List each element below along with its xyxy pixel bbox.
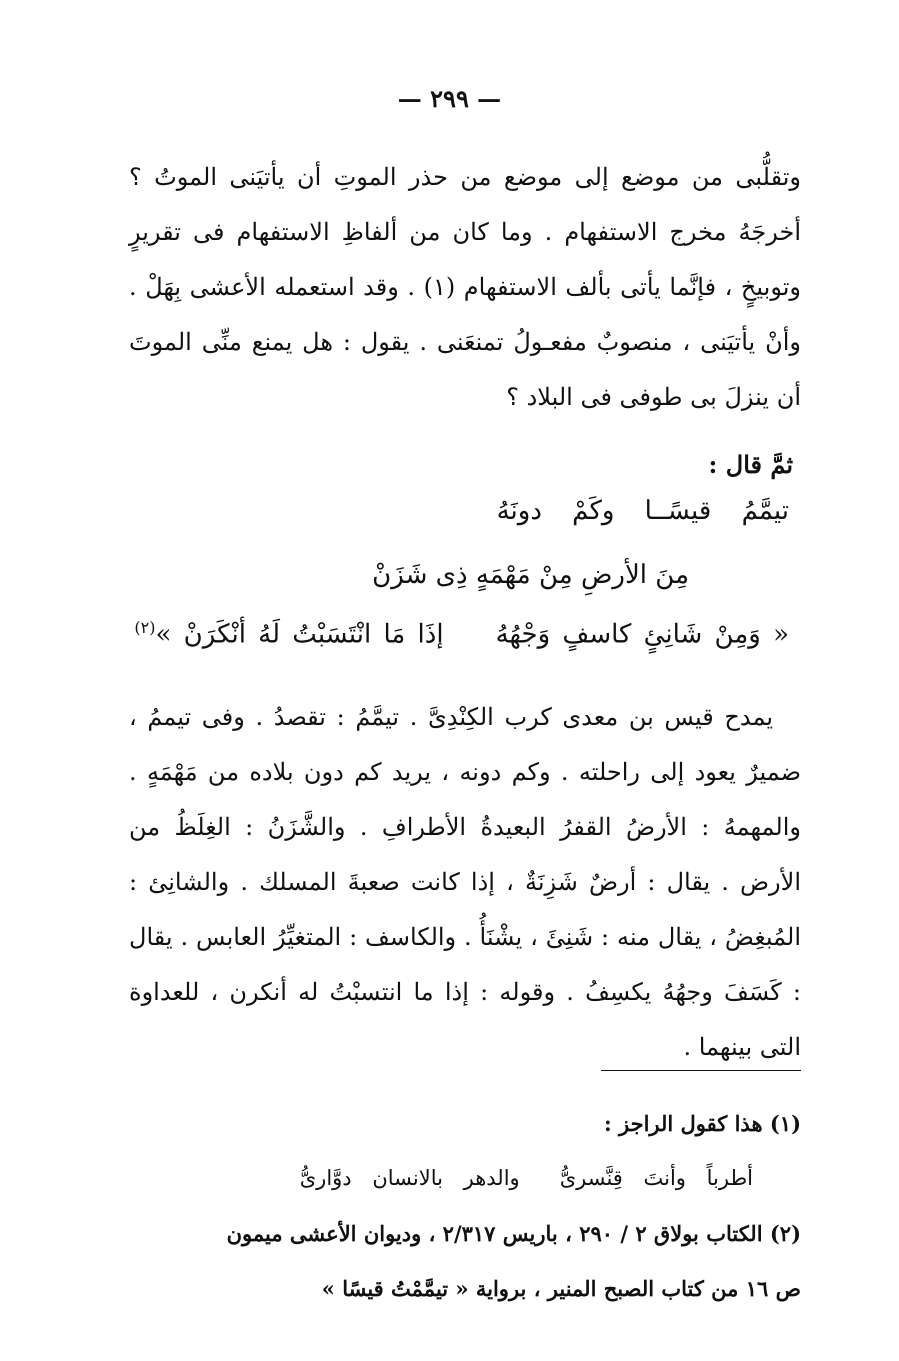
verse-line-2: مِنَ الأرضِ مِنْ مَهْمَهٍ ذِى شَزَنْ — [372, 560, 689, 590]
footnote-2-line-2: ص ١٦ من كتاب الصبح المنير ، برواية « تيمَّمْتُ قيسًا » — [321, 1276, 801, 1301]
verse-line-3-first-hemistich: « وَمِنْ شَانِئٍ كاسفٍ وَجْهُهُ — [495, 619, 789, 650]
verse-line-3 — [134, 618, 789, 650]
body-paragraph-text: وتقلُّبى من موضع إلى موضع من حذر الموتِ أن يأتيَنى الموتُ ؟ أخرجَهُ مخرج الاستفهام . وما كان من ألفاظِ الاستفهام فى تقريرٍ وتوبيخٍ ، فإنَّما يأتى بألف الاستفهام (١) . وقد استعمله الأعشى بِهَلْ . وأنْ يأتيَنى ، منصوبٌ مفعـولُ تمنعَنى . يقول : هل يمنع منِّى الموتَ أن ينزلَ بى طوفى فى البلاد ؟ — [129, 163, 801, 411]
page-number: — ٢٩٩ — — [397, 84, 502, 113]
verse-line-3-second-hemistich: إذَا مَا انْتَسَبْتُ لَهُ أنْكَرَنْ » — [155, 619, 444, 650]
verse-intro: ثمَّ قال : — [708, 450, 793, 479]
footnote-1-label: (١) هذا كقول الراجز : — [603, 1111, 801, 1136]
body-paragraph — [129, 150, 801, 425]
footnote-divider — [601, 1070, 801, 1071]
footnote-2-line-1: (٢) الكتاب بولاق ٢ / ٢٩٠ ، باريس ٢/٣١٧ ، وديوان الأعشى ميمون — [226, 1221, 801, 1246]
footnotes — [129, 1096, 801, 1316]
commentary-paragraph — [129, 690, 801, 1075]
footnote-1-verse-second: والدهر بالانسان دوَّارىُّ — [299, 1166, 520, 1190]
footnote-1-verse-first: أطرباً وأنتَ قِنَّسرىُّ — [559, 1166, 753, 1190]
footnote-ref-2: (٢) — [134, 618, 156, 637]
commentary-text: يمدح قيس بن معدى كرب الكِنْدِىَّ . تيمَّمُ : تقصدُ . وفى تيممُ ، ضميرٌ يعود إلى راحلته . وكم دونه ، يريد كم دون بلاده من مَهْمَهٍ . والمهمهُ : الأرضُ القفرُ البعيدةُ الأطرافِ . والشَّزَنُ : الغِلَظُ من الأرض . يقال : أرضٌ شَزِنَةٌ ، إذا كانت صعبةَ المسلك . والشانِئ : المُبغِضُ ، يقال منه : شَنِئَ ، يشْنَأُ . والكاسف : المتغيِّرُ العابس . يقال : كَسَفَ وجهُهُ يكسِفُ . وقوله : إذا ما انتسبْتُ له أنكرن ، للعداوة التى بينهما . — [129, 703, 801, 1061]
verse-line-1: تيمَّمُ قيسًــا وكَمْ دونَهُ — [496, 496, 789, 526]
footnote-1-verse — [129, 1151, 801, 1206]
